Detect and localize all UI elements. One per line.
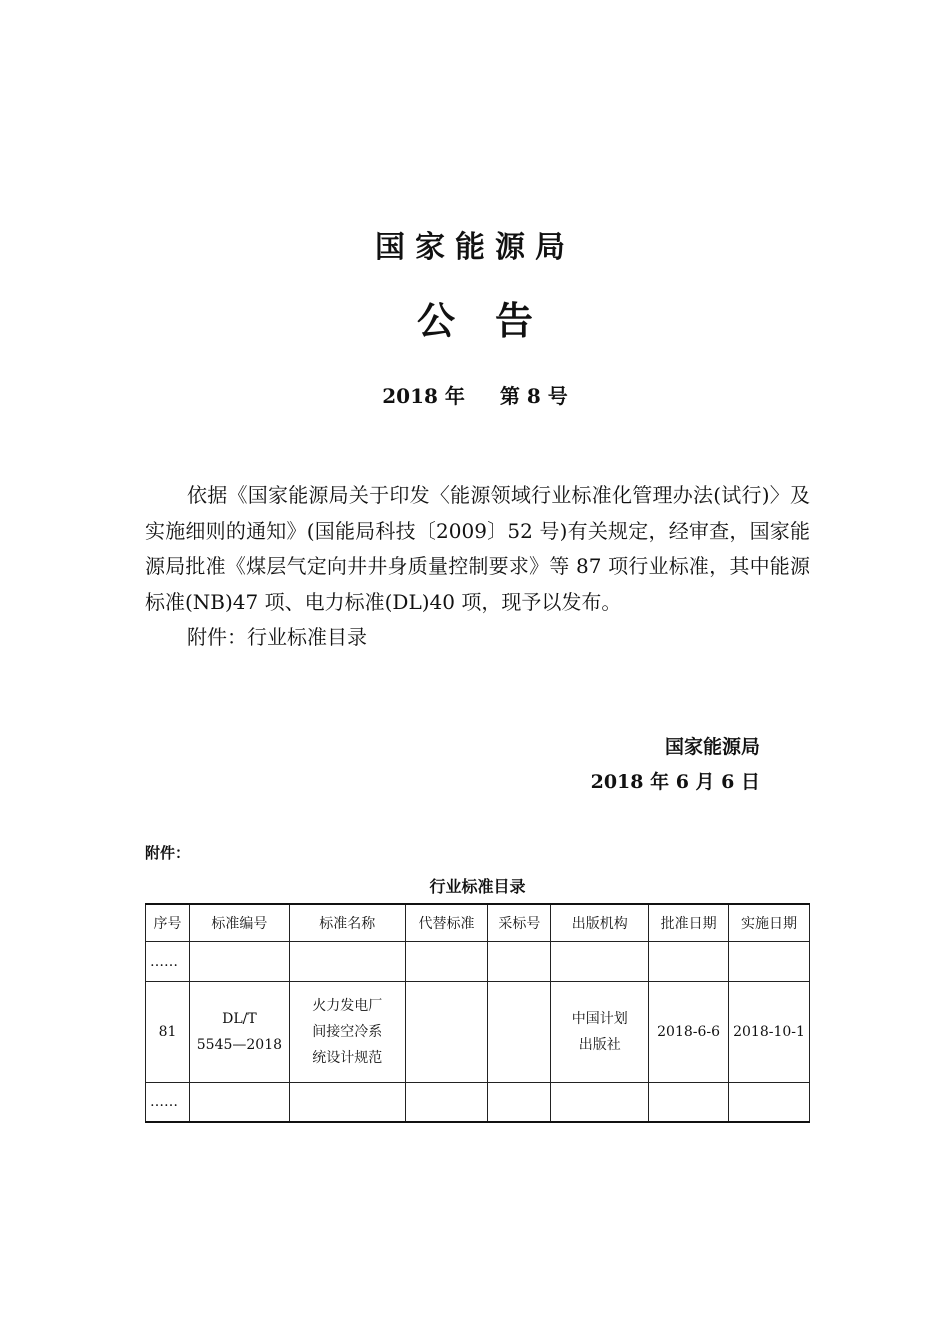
cell-code-line1: DL/T	[222, 1011, 257, 1027]
cell-name-line3: 统设计规范	[312, 1050, 383, 1066]
col-header-approved: 批准日期	[649, 904, 729, 942]
signature-date: 2018 年 6 月 6 日	[590, 771, 760, 793]
cell-publisher-line2: 出版社	[578, 1037, 621, 1053]
col-header-adopted: 采标号	[488, 904, 551, 942]
cell-effective: 2018-10-1	[729, 982, 810, 1083]
table-row-ellipsis-end	[146, 1083, 810, 1123]
col-header-effective: 实施日期	[729, 904, 810, 942]
notice-year: 2018 年	[382, 384, 465, 408]
ellipsis-cell-end: ……	[146, 1083, 190, 1123]
cell-adopted	[488, 982, 551, 1083]
cell-seq: 81	[146, 982, 190, 1083]
col-header-replaces: 代替标准	[405, 904, 488, 942]
col-header-code: 标准编号	[189, 904, 289, 942]
col-header-name: 标准名称	[289, 904, 405, 942]
col-header-seq: 序号	[146, 904, 190, 942]
cell-code	[189, 982, 289, 1083]
body-paragraph-attachment: 附件：行业标准目录	[187, 625, 367, 649]
notice-number	[0, 380, 950, 409]
notice-title: 公告	[416, 299, 573, 343]
catalog-title: 行业标准目录	[429, 877, 526, 896]
cell-replaces	[405, 982, 488, 1083]
table-row	[146, 982, 810, 1083]
cell-name-line2: 间接空冷系	[312, 1024, 383, 1040]
cell-code-line2: 5545—2018	[196, 1037, 283, 1053]
agency-title: 国家能源局	[375, 230, 575, 265]
table-row-ellipsis	[146, 942, 810, 982]
ellipsis-cell: ……	[146, 942, 190, 982]
cell-name	[289, 982, 405, 1083]
cell-approved: 2018-6-6	[649, 982, 729, 1083]
cell-publisher	[551, 982, 649, 1083]
body-paragraph-main: 依据《国家能源局关于印发〈能源领域行业标准化管理办法(试行)〉及实施细则的通知》(国能局科技〔2009〕52 号)有关规定，经审查，国家能源局批准《煤层气定向井井身质量控制要求》等 87 项行业标准，其中能源标准(NB)47 项、电力标准(DL)40 项，现予以发布。	[145, 483, 810, 614]
col-header-publisher: 出版机构	[551, 904, 649, 942]
cell-name-line1: 火力发电厂	[312, 998, 383, 1014]
notice-issue: 第 8 号	[499, 384, 568, 408]
cell-publisher-line1: 中国计划	[571, 1011, 628, 1027]
attachment-label: 附件：	[145, 844, 191, 862]
signature-org: 国家能源局	[664, 736, 760, 758]
notice-body	[145, 478, 810, 656]
standards-catalog-table	[145, 903, 810, 1123]
table-header-row	[146, 904, 810, 942]
